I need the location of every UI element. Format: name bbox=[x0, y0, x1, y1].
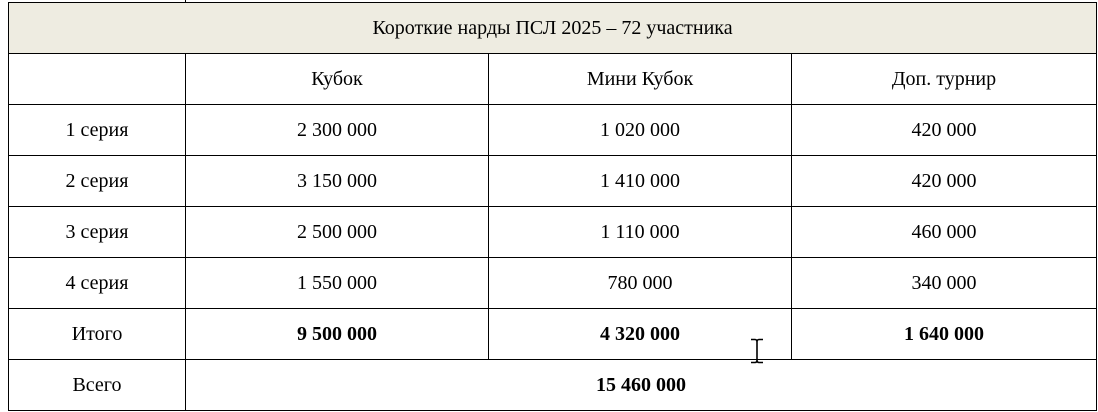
cell-extra-tournament[interactable]: 460 000 bbox=[792, 207, 1097, 258]
table-title[interactable]: Короткие нарды ПСЛ 2025 – 72 участника bbox=[9, 3, 1097, 54]
grand-total-label[interactable]: Всего bbox=[9, 360, 186, 411]
cell-mini-cup[interactable]: 1 410 000 bbox=[489, 156, 792, 207]
cell-mini-cup[interactable]: 1 110 000 bbox=[489, 207, 792, 258]
cell-mini-cup[interactable]: 1 020 000 bbox=[489, 105, 792, 156]
text-cursor-icon bbox=[748, 338, 766, 364]
cell-extra-tournament[interactable]: 420 000 bbox=[792, 156, 1097, 207]
row-label[interactable]: 2 серия bbox=[9, 156, 186, 207]
cell-mini-cup[interactable]: 780 000 bbox=[489, 258, 792, 309]
table-row bbox=[9, 258, 1097, 309]
header-cell-empty[interactable] bbox=[9, 54, 186, 105]
title-row bbox=[9, 3, 1097, 54]
table-row bbox=[9, 156, 1097, 207]
cell-cup[interactable]: 1 550 000 bbox=[186, 258, 489, 309]
row-label[interactable]: 3 серия bbox=[9, 207, 186, 258]
total-cup[interactable]: 9 500 000 bbox=[186, 309, 489, 360]
header-row bbox=[9, 54, 1097, 105]
cell-cup[interactable]: 2 500 000 bbox=[186, 207, 489, 258]
totals-label[interactable]: Итого bbox=[9, 309, 186, 360]
cell-cup[interactable]: 3 150 000 bbox=[186, 156, 489, 207]
cell-extra-tournament[interactable]: 420 000 bbox=[792, 105, 1097, 156]
total-mini-cup[interactable]: 4 320 000 bbox=[489, 309, 792, 360]
row-label[interactable]: 4 серия bbox=[9, 258, 186, 309]
totals-row bbox=[9, 309, 1097, 360]
header-cell-extra-tournament[interactable]: Доп. турнир bbox=[792, 54, 1097, 105]
grand-total-row bbox=[9, 360, 1097, 411]
prize-table bbox=[8, 2, 1097, 411]
header-cell-mini-cup[interactable]: Мини Кубок bbox=[489, 54, 792, 105]
grand-total-value[interactable]: 15 460 000 bbox=[186, 360, 1097, 411]
table-row bbox=[9, 207, 1097, 258]
table-row bbox=[9, 105, 1097, 156]
total-extra-tournament[interactable]: 1 640 000 bbox=[792, 309, 1097, 360]
header-cell-cup[interactable]: Кубок bbox=[186, 54, 489, 105]
row-label[interactable]: 1 серия bbox=[9, 105, 186, 156]
cell-cup[interactable]: 2 300 000 bbox=[186, 105, 489, 156]
cell-extra-tournament[interactable]: 340 000 bbox=[792, 258, 1097, 309]
